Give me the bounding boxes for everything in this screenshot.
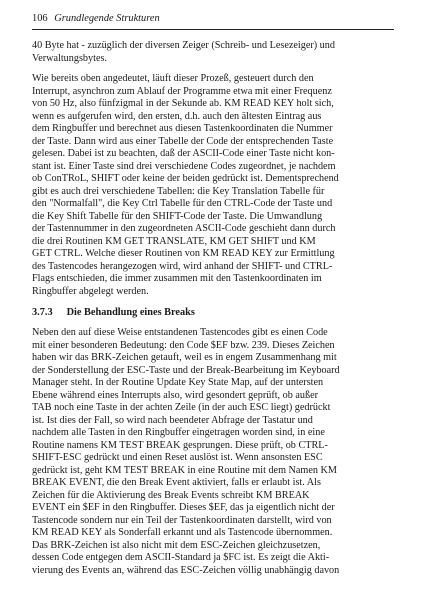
- paragraph: [32, 73, 394, 298]
- text-line: wenn es aufgerufen wird, den ersten, d.h. auch den ältesten Eintrag aus: [32, 110, 322, 122]
- text-line: Zeichen für die Aktivierung des Break Events schreibt KM BREAK: [32, 489, 310, 501]
- text-line: dem Ringbuffer und berechnet aus diesen Tastenkoordinaten die Nummer: [32, 123, 333, 134]
- text-line: ob ConTRoL, SHIFT oder keine der beiden gedrückt ist. Dementsprechend: [32, 173, 339, 184]
- text-line: 40 Byte hat - zuzüglich der diversen Zeiger (Schreib- und Lesezeiger) und: [32, 40, 335, 51]
- text-line: haben wir das BRK-Zeichen getauft, weil es in engem Zusammenhang mit: [32, 352, 337, 363]
- text-line: der Sonderstellung der ESC-Taste und der Break-Bearbeitung im Keyboard: [32, 364, 340, 376]
- text-line: Das BRK-Zeichen ist also nicht mit dem ESC-Zeichen gleichzusetzen,: [32, 539, 321, 551]
- text-line: gibt es auch drei verschiedene Tabellen: die Key Translation Tabelle für: [32, 185, 325, 197]
- text-line: Flags entschieden, die immer zusammen mit den Tastenkoordinaten im: [32, 273, 322, 284]
- text-line: stant ist. Einer Taste sind drei verschiedene Codes zugeordnet, je nachdem: [32, 160, 336, 172]
- text-line: TAB noch eine Taste in der achten Zeile (in der auch ESC liegt) gedrückt: [32, 402, 331, 413]
- text-line: SHIFT-ESC gedrückt und einen Reset auslöst ist. Wenn ansonsten ESC: [32, 452, 323, 463]
- section-title: Die Behandlung eines Breaks: [66, 307, 195, 318]
- text-line: des Tastencodes herangezogen wird, wird anhand der SHIFT- und CTRL-: [32, 260, 333, 272]
- header-rule: [32, 29, 394, 30]
- text-line: Verwaltungsbytes.: [32, 52, 107, 64]
- text-line: Tastencode sondern nur ein Teil der Tastenkoordinaten darstellt, wird von: [32, 514, 332, 526]
- section-heading: [32, 306, 394, 319]
- text-line: von 50 Hz, also fünfzigmal in der Sekunde ab. KM READ KEY holt sich,: [32, 98, 334, 109]
- paragraph: [32, 327, 394, 577]
- text-line: der Tastennummer in den zugeordneten ASCII-Code geschieht dann durch: [32, 223, 336, 234]
- text-line: GET CTRL. Welche dieser Routinen von KM READ KEY zur Ermittlung: [32, 248, 335, 259]
- text-line: mit einer besonderen Bedeutung: den Code $EF bzw. 239. Dieses Zeichen: [32, 339, 335, 351]
- section-number: 3.7.3: [32, 307, 53, 318]
- text-line: gelesen. Dabei ist zu beachten, daß der ASCII-Code einer Taste nicht kon-: [32, 148, 335, 159]
- text-line: die Key Shift Tabelle für den SHIFT-Code der Taste. Die Umwandlung: [32, 210, 323, 222]
- text-line: die drei Routinen KM GET TRANSLATE, KM GET SHIFT und KM: [32, 235, 316, 247]
- page-body: [32, 40, 394, 577]
- text-line: gedrückt ist, geht KM TEST BREAK in eine Routine mit dem Namen KM: [32, 464, 337, 476]
- text-line: Interrupt, asynchron zum Ablauf der Programme etwa mit einer Frequenz: [32, 85, 332, 97]
- text-line: Manager steht. In der Routine Update Key State Map, auf der untersten: [32, 377, 324, 388]
- text-line: den "Normalfall", die Key Ctrl Tabelle für den CTRL-Code der Taste und: [32, 198, 333, 209]
- text-line: BREAK EVENT, die den Break Event aktiviert, falls er erlaubt ist. Als: [32, 477, 321, 488]
- running-title: Grundlegende Strukturen: [54, 13, 160, 24]
- text-line: Ringbuffer abgelegt werden.: [32, 285, 149, 297]
- text-line: Ebene während eines Interrupts also, wird gesondert geprüft, ob außer: [32, 389, 319, 401]
- text-line: EVENT ein $EF in den Ringbuffer. Dieses $EF, das ja eigentlich nicht der: [32, 502, 335, 513]
- text-line: ist. Ist dies der Fall, so wird nach beendeter Abfrage der Tastatur und: [32, 414, 313, 426]
- text-line: der Taste. Dann wird aus einer Tabelle der Code der entsprechenden Taste: [32, 135, 334, 147]
- text-line: Wie bereits oben angedeutet, läuft dieser Prozeß, gesteuert durch den: [32, 73, 314, 84]
- running-header: [32, 12, 392, 26]
- text-line: KM READ KEY als Sonderfall erkannt und als Tastencode übernommen.: [32, 527, 333, 538]
- text-line: Neben den auf diese Weise entstandenen Tastencodes gibt es einen Code: [32, 327, 328, 338]
- paragraph: [32, 40, 394, 65]
- text-line: nachdem alle Tasten in den Ringbuffer eingetragen worden sind, in eine: [32, 427, 325, 438]
- text-line: dessen Code entgegen dem ASCII-Standard ja $FC ist. Es zeigt die Akti-: [32, 552, 330, 563]
- text-line: Routine namens KM TEST BREAK gesprungen. Diese prüft, ob CTRL-: [32, 439, 328, 451]
- page-number: 106: [32, 13, 48, 24]
- text-line: vierung des Events an, während das ESC-Zeichen völlig unabhängig davon: [32, 564, 340, 576]
